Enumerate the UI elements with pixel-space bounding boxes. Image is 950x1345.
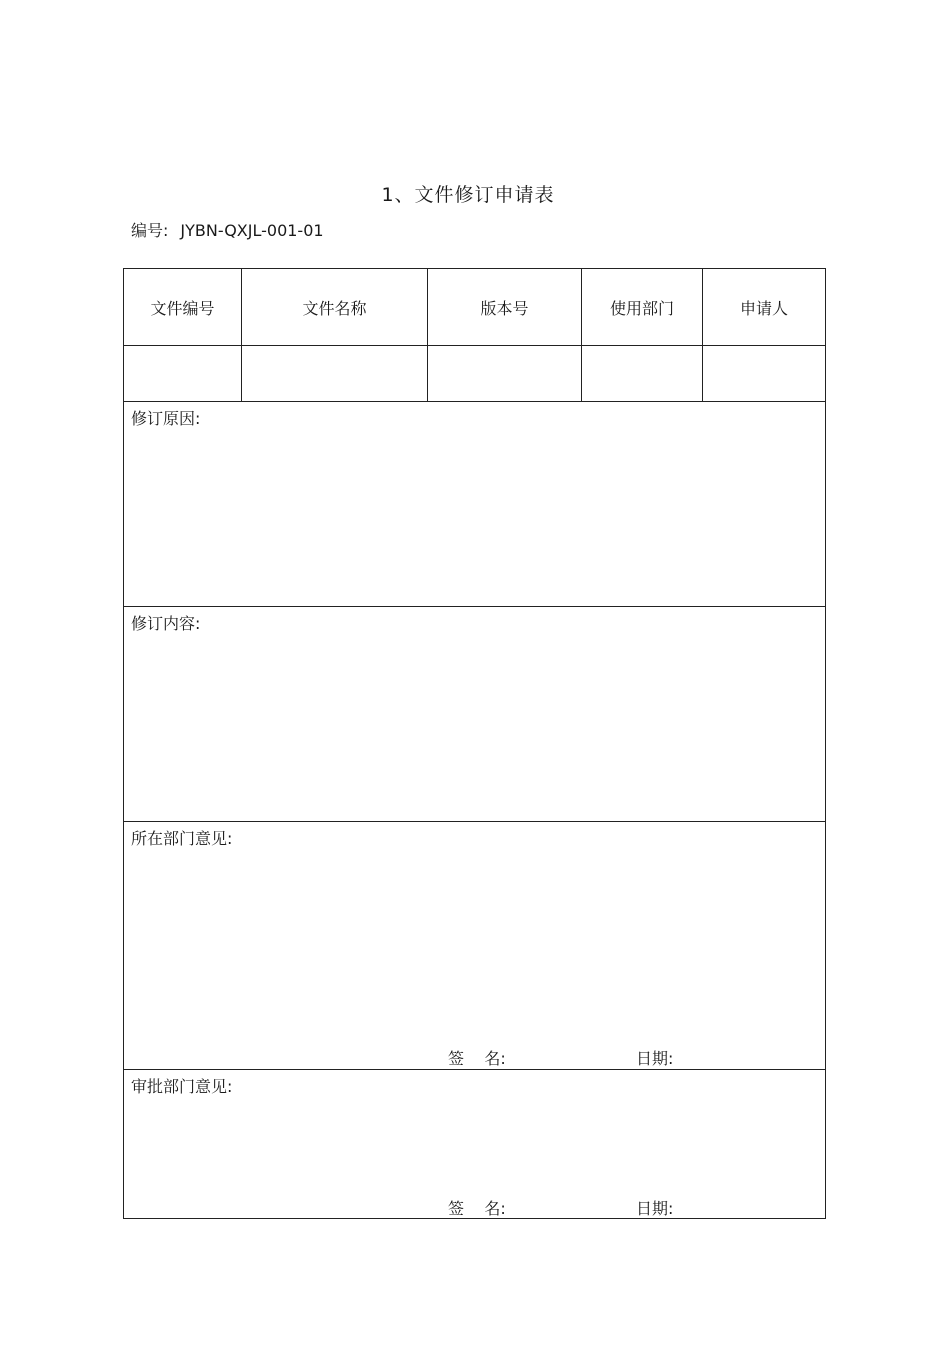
revision-reason-section[interactable] (124, 402, 825, 607)
approval-date-label: 日期: (636, 1199, 674, 1218)
revision-content-section[interactable] (124, 607, 825, 822)
using-dept-field[interactable] (582, 346, 703, 401)
version-field[interactable] (428, 346, 582, 401)
header-applicant: 申请人 (739, 298, 788, 318)
document-code-label: 编号: (131, 221, 169, 240)
revision-reason-label: 修订原因: (131, 409, 201, 428)
revision-content-label: 修订内容: (131, 614, 201, 633)
dept-sign-label: 签 名: (448, 1049, 506, 1068)
dept-opinion-section[interactable] (124, 822, 825, 1070)
dept-date-label: 日期: (636, 1049, 674, 1068)
revision-application-form (123, 268, 826, 1219)
file-name-field[interactable] (242, 346, 428, 401)
approval-opinion-section[interactable] (124, 1070, 825, 1219)
table-header-row (124, 269, 825, 346)
applicant-field[interactable] (703, 346, 825, 401)
header-version: 版本号 (428, 269, 582, 345)
approval-opinion-label: 审批部门意见: (131, 1077, 233, 1096)
header-file-name: 文件名称 (242, 269, 428, 345)
approval-sign-label: 签 名: (448, 1199, 506, 1218)
header-using-dept: 使用部门 (582, 269, 703, 345)
page-title: 1、文件修订申请表 (381, 184, 555, 206)
dept-opinion-label: 所在部门意见: (131, 829, 233, 848)
document-code-value: JYBN-QXJL-001-01 (180, 221, 324, 240)
file-number-field[interactable] (124, 346, 242, 401)
header-file-number: 文件编号 (124, 269, 242, 345)
document-code (131, 218, 324, 241)
table-row (124, 346, 825, 402)
